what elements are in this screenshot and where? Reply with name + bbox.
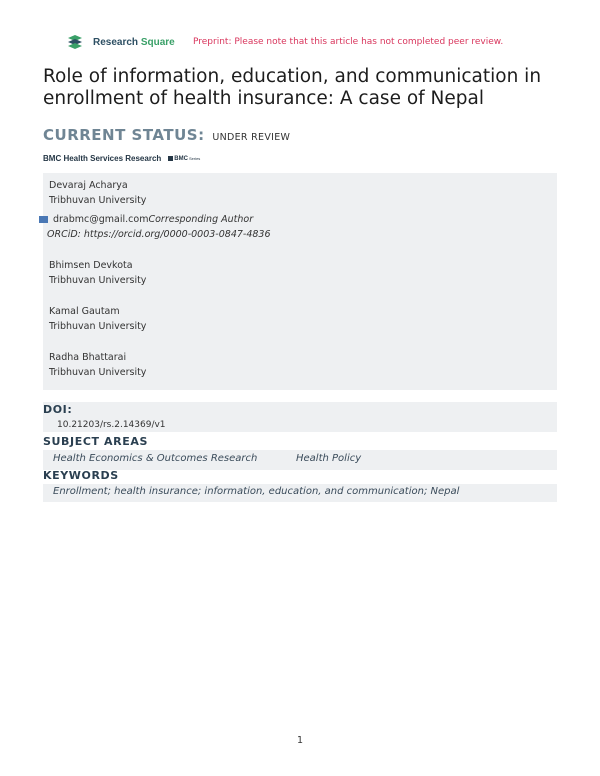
author-affiliation: Tribhuvan University xyxy=(49,321,147,332)
journal-line xyxy=(43,154,200,163)
author-block xyxy=(49,304,146,334)
author-orcid[interactable]: ORCiD: https://orcid.org/0000-0003-0847-4836 xyxy=(47,229,271,240)
bmc-logo-sub: Series xyxy=(188,156,201,161)
journal-name[interactable]: BMC Health Services Research xyxy=(43,154,162,163)
status-value: UNDER REVIEW xyxy=(212,132,291,143)
research-square-logo-icon xyxy=(67,34,89,50)
bmc-logo-text: BMC xyxy=(174,155,188,162)
article-metadata xyxy=(43,402,557,502)
preprint-notice: Preprint: Please note that this article has not completed peer review. xyxy=(193,37,504,47)
author-name: Kamal Gautam xyxy=(49,306,120,317)
subject-area-tag[interactable]: Health Policy xyxy=(296,453,362,464)
author-name: Devaraj Acharya xyxy=(49,180,128,191)
current-status xyxy=(43,126,290,144)
status-label: CURRENT STATUS: xyxy=(43,126,205,144)
subject-areas-label: SUBJECT AREAS xyxy=(43,435,148,448)
brand-accent: Square xyxy=(140,36,175,48)
author-block xyxy=(49,178,146,208)
author-block xyxy=(49,350,146,380)
brand-main: Research xyxy=(93,36,141,48)
corresponding-contact xyxy=(43,212,543,242)
keywords-label: KEYWORDS xyxy=(43,469,119,482)
doi-label: DOI: xyxy=(43,403,73,416)
corresponding-author-label: Corresponding Author xyxy=(148,214,254,225)
author-block xyxy=(49,258,146,288)
keywords-value: Enrollment; health insurance; information, education, and communication; Nepal xyxy=(53,486,460,497)
page-number: 1 xyxy=(296,735,304,746)
author-affiliation: Tribhuvan University xyxy=(49,367,147,378)
author-affiliation: Tribhuvan University xyxy=(49,275,147,286)
author-affiliation: Tribhuvan University xyxy=(49,195,147,206)
author-name: Radha Bhattarai xyxy=(49,352,127,363)
doi-value[interactable]: 10.21203/rs.2.14369/v1 xyxy=(57,420,166,430)
author-email[interactable]: drabmc@gmail.com xyxy=(53,214,149,225)
envelope-icon[interactable] xyxy=(39,216,48,223)
research-square-logo[interactable] xyxy=(67,34,175,50)
page-header xyxy=(67,34,547,52)
research-square-logo-text xyxy=(93,37,175,48)
bmc-series-logo xyxy=(168,156,200,162)
subject-area-tag[interactable]: Health Economics & Outcomes Research xyxy=(53,453,258,464)
authors-panel xyxy=(43,173,557,390)
article-title: Role of information, education, and communication in enrollment of health insurance: A case of Nepal xyxy=(43,66,542,109)
bmc-mark-icon xyxy=(168,156,173,161)
author-name: Bhimsen Devkota xyxy=(49,260,133,271)
